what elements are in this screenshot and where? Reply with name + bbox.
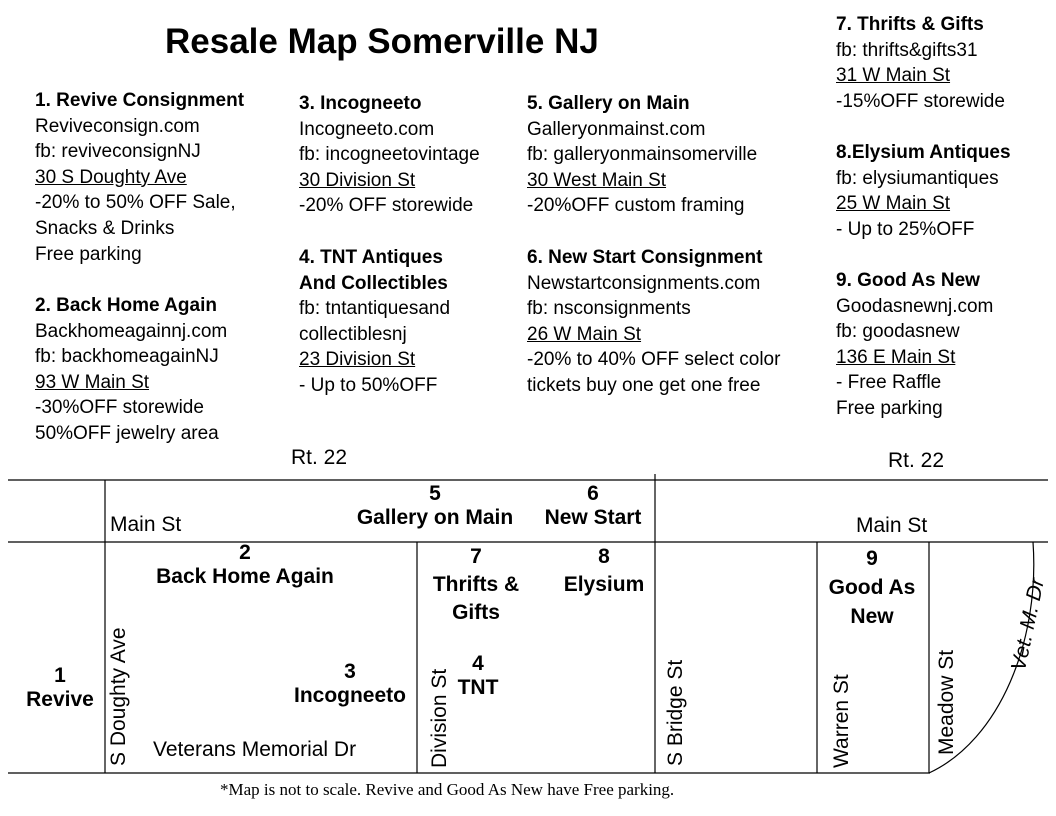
marker-number: 9 <box>866 547 878 570</box>
store-note: -20% to 50% OFF Sale, <box>35 192 236 214</box>
store-facebook: fb: nsconsignments <box>527 298 691 320</box>
map-marker-7 <box>422 543 530 627</box>
map-marker-5 <box>344 482 526 530</box>
marker-label: Incogneeto <box>293 684 406 707</box>
store-name: 6. New Start Consignment <box>527 247 763 268</box>
store-address: 26 W Main St <box>527 323 642 345</box>
store-facebook: fb: goodasnew <box>836 321 960 343</box>
store-website: Reviveconsign.com <box>35 115 200 137</box>
marker-label: Thrifts & <box>432 573 520 596</box>
store-name: 1. Revive Consignment <box>35 90 245 111</box>
store-website: Galleryonmainst.com <box>527 118 706 140</box>
store-note: Snacks & Drinks <box>35 217 175 239</box>
store-address: 25 W Main St <box>836 193 951 215</box>
marker-label: TNT <box>457 676 499 699</box>
marker-label: Revive <box>26 688 94 711</box>
store-note: - Up to 50%OFF <box>299 374 438 396</box>
store-address: 30 West Main St <box>527 169 667 191</box>
store-address: 30 S Doughty Ave <box>35 166 187 188</box>
rt22-label-right: Rt. 22 <box>888 449 945 472</box>
marker-number: 8 <box>598 545 610 568</box>
store-address: 31 W Main St <box>836 65 951 87</box>
store-address: 30 Division St <box>299 169 416 191</box>
store-website: Goodasnewnj.com <box>836 295 994 317</box>
map-marker-4 <box>450 652 506 700</box>
main-st-label-right: Main St <box>856 514 928 537</box>
store-name: 9. Good As New <box>836 270 980 291</box>
marker-number: 7 <box>470 545 482 568</box>
store-facebook-cont: collectiblesnj <box>299 323 407 345</box>
store-note: -20% OFF storewide <box>299 195 474 217</box>
meadow-st-label: Meadow St <box>935 649 958 755</box>
store-website: Newstartconsignments.com <box>527 272 761 294</box>
marker-number: 1 <box>54 664 66 687</box>
store-facebook: fb: elysiumantiques <box>836 167 999 189</box>
store-note: Free parking <box>35 243 142 265</box>
store-name: 3. Incogneeto <box>299 93 422 114</box>
store-note: -20% to 40% OFF select color <box>527 349 781 371</box>
store-note: tickets buy one get one free <box>527 374 761 396</box>
store-name: 8.Elysium Antiques <box>836 142 1011 163</box>
marker-label: Gallery on Main <box>356 506 514 529</box>
marker-label: Good As <box>828 576 916 599</box>
division-st-label: Division St <box>428 668 451 768</box>
map-marker-3 <box>284 660 416 708</box>
store-facebook: fb: tntantiquesand <box>299 298 451 320</box>
map-footnote: *Map is not to scale. Revive and Good As New have Free parking. <box>220 780 675 799</box>
store-name-cont: And Collectibles <box>299 272 448 294</box>
warren-st-label: Warren St <box>830 674 853 768</box>
store-facebook: fb: incogneetovintage <box>299 144 480 166</box>
vet-m-dr-label: Vet. M. Dr <box>1007 576 1049 673</box>
map-marker-2 <box>140 541 350 589</box>
marker-number: 6 <box>587 482 599 505</box>
store-address: 93 W Main St <box>35 371 150 393</box>
store-facebook: fb: thrifts&gifts31 <box>836 39 978 61</box>
store-name: 4. TNT Antiques <box>299 247 443 268</box>
marker-number: 3 <box>344 660 356 683</box>
marker-number: 5 <box>429 482 441 505</box>
map-marker-6 <box>534 482 652 530</box>
store-note: 50%OFF jewelry area <box>35 422 219 444</box>
page-title: Resale Map Somerville NJ <box>165 22 599 61</box>
store-address: 136 E Main St <box>836 346 956 368</box>
store-note: - Up to 25%OFF <box>836 218 975 240</box>
s-doughty-ave-label: S Doughty Ave <box>107 627 130 766</box>
marker-label: Back Home Again <box>156 565 334 588</box>
store-website: Backhomeagainnj.com <box>35 320 228 342</box>
store-note: -15%OFF storewide <box>836 90 1005 112</box>
store-facebook: fb: reviveconsignNJ <box>35 141 201 163</box>
store-facebook: fb: galleryonmainsomerville <box>527 144 758 166</box>
store-name: 2. Back Home Again <box>35 295 217 316</box>
store-name: 7. Thrifts & Gifts <box>836 14 984 35</box>
map-marker-8 <box>556 543 652 599</box>
marker-number: 4 <box>472 652 484 675</box>
main-st-label-left: Main St <box>110 513 182 536</box>
map-marker-9 <box>818 544 926 631</box>
store-note: - Free Raffle <box>836 372 942 394</box>
store-address: 23 Division St <box>299 349 416 371</box>
rt22-label-left: Rt. 22 <box>291 446 348 469</box>
marker-number: 2 <box>239 541 251 564</box>
store-note: Free parking <box>836 397 943 419</box>
map-marker-1 <box>20 664 100 712</box>
store-website: Incogneeto.com <box>299 118 435 140</box>
marker-label: Elysium <box>563 573 645 596</box>
store-name: 5. Gallery on Main <box>527 93 690 114</box>
store-note: -30%OFF storewide <box>35 397 204 419</box>
veterans-memorial-dr-label: Veterans Memorial Dr <box>153 738 357 761</box>
marker-label-cont: New <box>850 605 894 628</box>
s-bridge-st-label: S Bridge St <box>664 659 687 766</box>
marker-label-cont: Gifts <box>452 601 500 624</box>
store-facebook: fb: backhomeagainNJ <box>35 346 219 368</box>
store-note: -20%OFF custom framing <box>527 195 745 217</box>
marker-label: New Start <box>544 506 642 529</box>
